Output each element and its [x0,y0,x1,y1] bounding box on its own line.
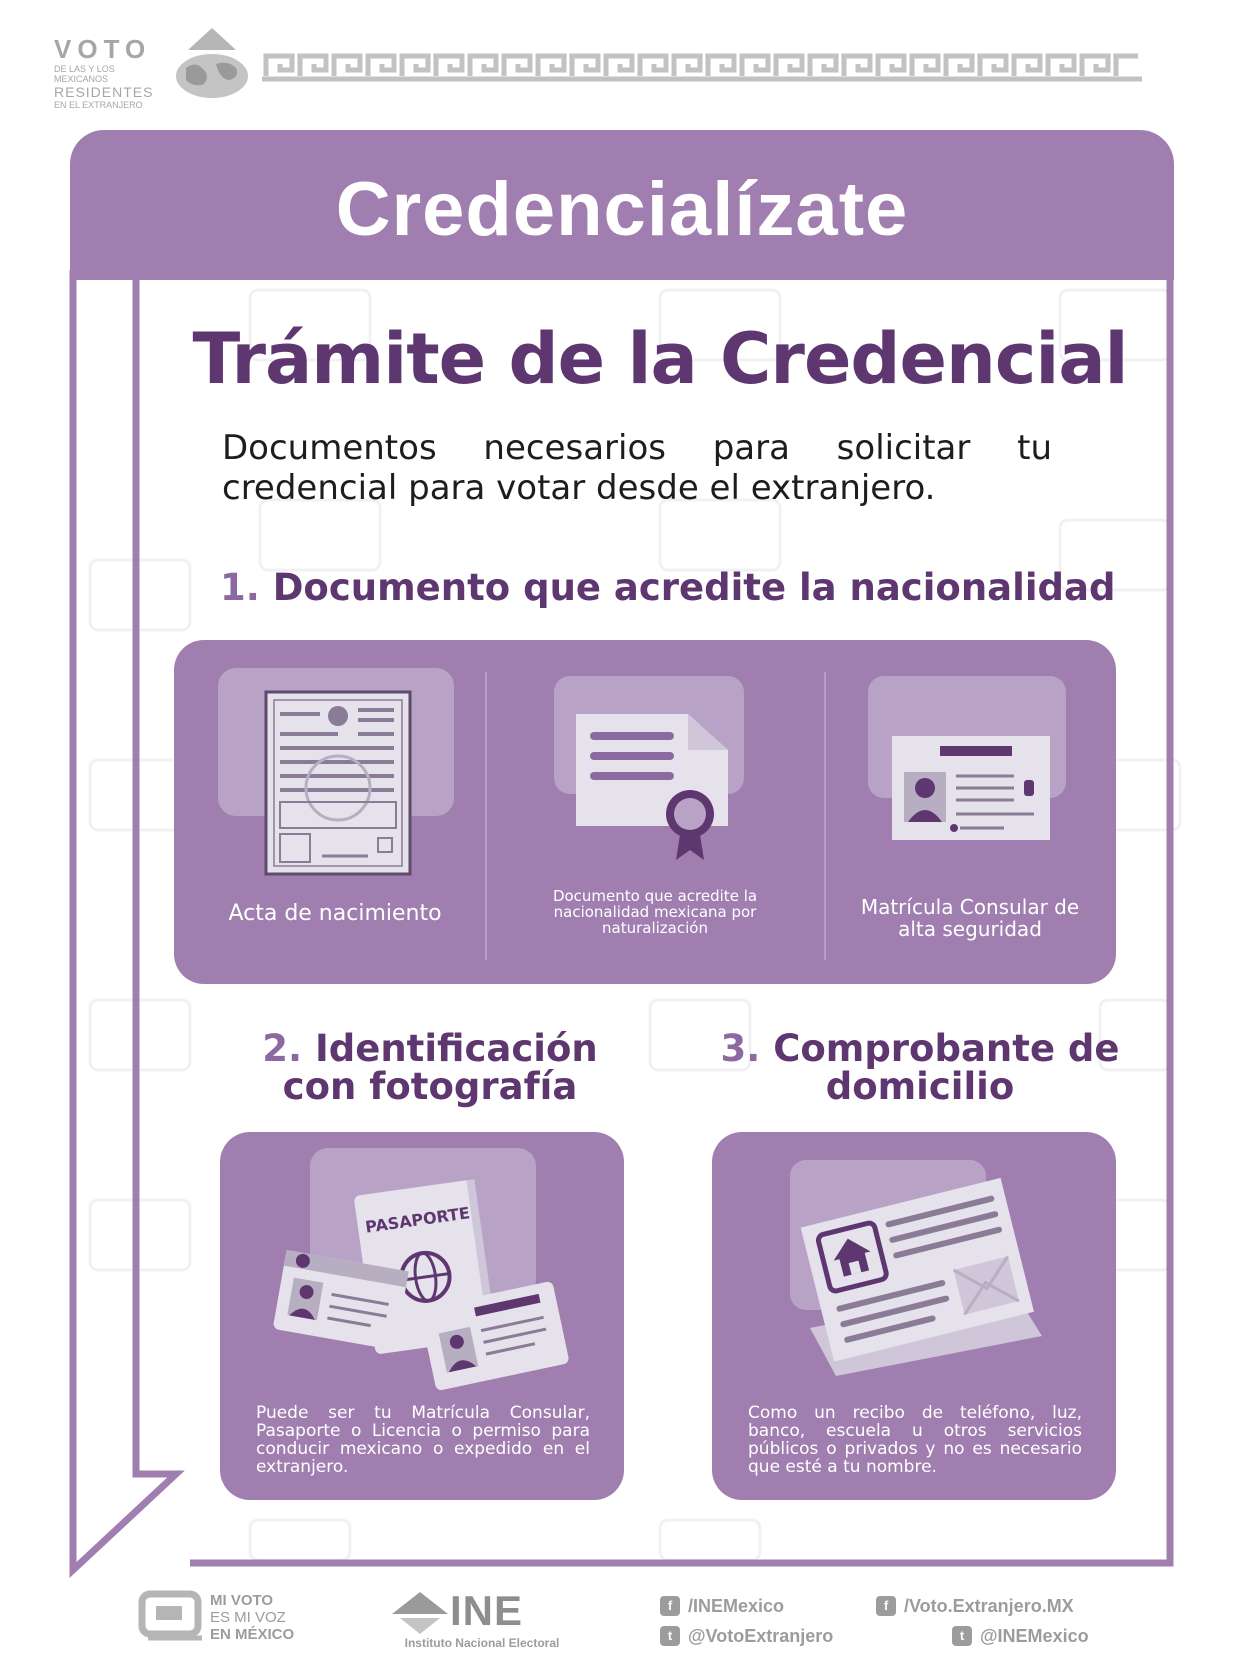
social-handle: /INEMexico [688,1596,785,1616]
social-handle: /Voto.Extranjero.MX [904,1596,1074,1616]
social-handle: @VotoExtranjero [688,1626,834,1646]
social-facebook-votoextranjero[interactable] [876,1596,1074,1616]
section-1-title: Documento que acredite la nacionalidad [272,566,1116,609]
utility-bill-icon [780,1160,1050,1380]
mi-voto-logo-icon [138,1590,208,1644]
mivoto-line-1: MI VOTO [210,1592,274,1609]
social-twitter-votoextranjero[interactable] [660,1626,833,1646]
social-handle: @INEMexico [980,1626,1089,1646]
divider [824,672,826,960]
id-card-icon [864,676,1074,856]
certificate-icon [554,676,754,866]
section-3-description: Como un recibo de teléfono, luz, banco, escuela u otros servicios públicos o privados y no es necesario que esté a tu nombre. [748,1403,1082,1477]
passport-and-id-cards-icon [270,1148,590,1390]
social-facebook-inemexico[interactable] [660,1596,784,1616]
social-twitter-inemexico[interactable] [952,1626,1089,1646]
intro-text: Documentos necesarios para solicitar tu credencial para votar desde el extranjero. [222,428,1052,508]
section-2-heading [230,1027,630,1108]
naturalizacion-label: Documento que acredite la nacionalidad mexicana por naturalización [552,887,758,937]
divider [485,672,487,960]
passport-label: PASAPORTE [364,1203,471,1237]
facebook-icon: f [876,1596,896,1616]
ine-logo: INE [450,1587,524,1634]
section-3-number: 3. [720,1027,761,1070]
section-3-title: Comprobante de domicilio [773,1027,1120,1108]
main-title: Credencialízate [335,167,909,252]
ine-subtitle: Instituto Nacional Electoral [404,1636,560,1650]
section-2-number: 2. [262,1027,303,1070]
section-2-title: Identificación con fotografía [282,1027,598,1108]
section-3-heading [720,1027,1120,1108]
section-2-description: Puede ser tu Matrícula Consular, Pasaporte o Licencia o permiso para conducir mexicano o expedido en el extranjero. [256,1403,590,1477]
mivoto-line-3: EN MÉXICO [210,1626,295,1643]
mi-voto-logo [210,1592,310,1643]
logo-line-1: DE LAS Y LOS MEXICANOS [54,64,115,84]
mivoto-line-2: ES MI VOZ [210,1609,286,1626]
logo-line-2: RESIDENTES [54,84,154,100]
section-1-number: 1. [220,566,260,609]
acta-nacimiento-label: Acta de nacimiento [228,901,442,926]
matricula-consular-label: Matrícula Consular de alta seguridad [860,895,1080,941]
facebook-icon: f [660,1596,680,1616]
birth-certificate-icon [218,668,458,878]
ine-logo-icon [392,1592,448,1634]
panel-title: Trámite de la Credencial [192,318,1128,400]
logo-line-3: EN EL EXTRANJERO [54,100,143,110]
twitter-icon: t [952,1626,972,1646]
twitter-icon: t [660,1626,680,1646]
logo-voto: VOTO [54,34,152,64]
section-1-heading [220,566,1120,610]
